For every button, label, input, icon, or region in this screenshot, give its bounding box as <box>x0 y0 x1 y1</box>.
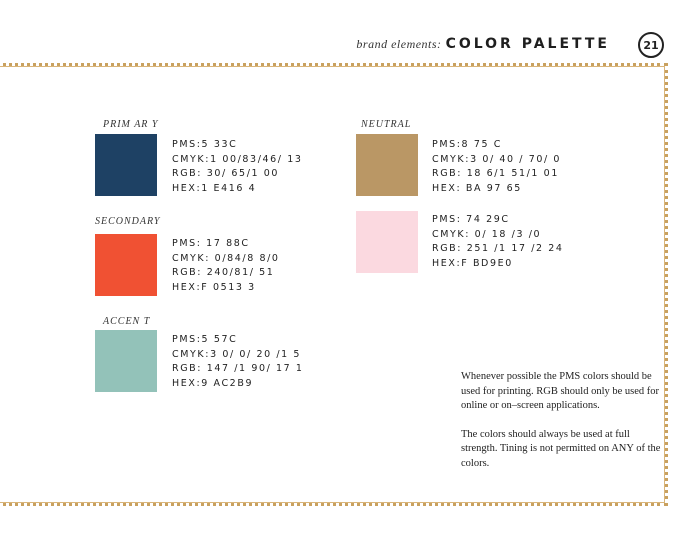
pink-rgb: RGB: 251 /1 17 /2 24 <box>432 243 564 255</box>
page-title: COLOR PALETTE <box>445 36 610 52</box>
secondary-pms: PMS: 17 88C <box>172 238 250 249</box>
neutral-specs <box>432 138 561 196</box>
secondary-specs <box>172 237 280 295</box>
primary-hex: HEX:1 E416 4 <box>172 182 257 194</box>
primary-swatch <box>95 134 157 196</box>
page-number-badge <box>638 32 664 58</box>
secondary-swatch <box>95 234 157 296</box>
neutral-pms: PMS:8 75 C <box>432 139 502 150</box>
usage-note-paragraph-1: Whenever possible the PMS colors should be used for printing. RGB should only be used for online or on–screen applications. <box>461 371 660 411</box>
page-number: 21 <box>643 38 659 52</box>
pink-hex: HEX:F BD9E0 <box>432 257 513 269</box>
pink-swatch <box>356 211 418 273</box>
pink-cmyk: CMYK: 0/ 18 /3 /0 <box>432 228 542 240</box>
page-header <box>356 36 610 52</box>
primary-label: PRIM AR Y <box>103 119 159 130</box>
neutral-rgb: RGB: 18 6/1 51/1 01 <box>432 168 559 180</box>
accent-cmyk: CMYK:3 0/ 0/ 20 /1 5 <box>172 348 302 360</box>
neutral-cmyk: CMYK:3 0/ 40 / 70/ 0 <box>432 153 562 165</box>
neutral-label: NEUTRAL <box>361 119 412 130</box>
accent-swatch <box>95 330 157 392</box>
secondary-hex: HEX:F 0513 3 <box>172 281 256 293</box>
secondary-cmyk: CMYK: 0/84/8 8/0 <box>172 252 280 264</box>
neutral-swatch <box>356 134 418 196</box>
usage-note <box>461 370 661 485</box>
accent-hex: HEX:9 AC2B9 <box>172 377 254 389</box>
primary-cmyk: CMYK:1 00/83/46/ 13 <box>172 153 303 165</box>
usage-note-paragraph-2: The colors should always be used at full strength. Tining is not permitted on ANY of the colors. <box>461 428 661 469</box>
primary-specs <box>172 138 303 196</box>
primary-rgb: RGB: 30/ 65/1 00 <box>172 168 280 180</box>
pink-pms: PMS: 74 29C <box>432 214 510 225</box>
accent-rgb: RGB: 147 /1 90/ 17 1 <box>172 363 304 375</box>
header-subtitle: brand elements: <box>356 37 442 51</box>
secondary-rgb: RGB: 240/81/ 51 <box>172 267 275 279</box>
pink-specs <box>432 213 564 271</box>
accent-label: ACCEN T <box>103 316 151 327</box>
accent-pms: PMS:5 57C <box>172 334 238 345</box>
accent-specs <box>172 333 304 391</box>
secondary-label: SECONDARY <box>95 216 161 227</box>
neutral-hex: HEX: BA 97 65 <box>432 182 522 194</box>
primary-pms: PMS:5 33C <box>172 139 238 150</box>
